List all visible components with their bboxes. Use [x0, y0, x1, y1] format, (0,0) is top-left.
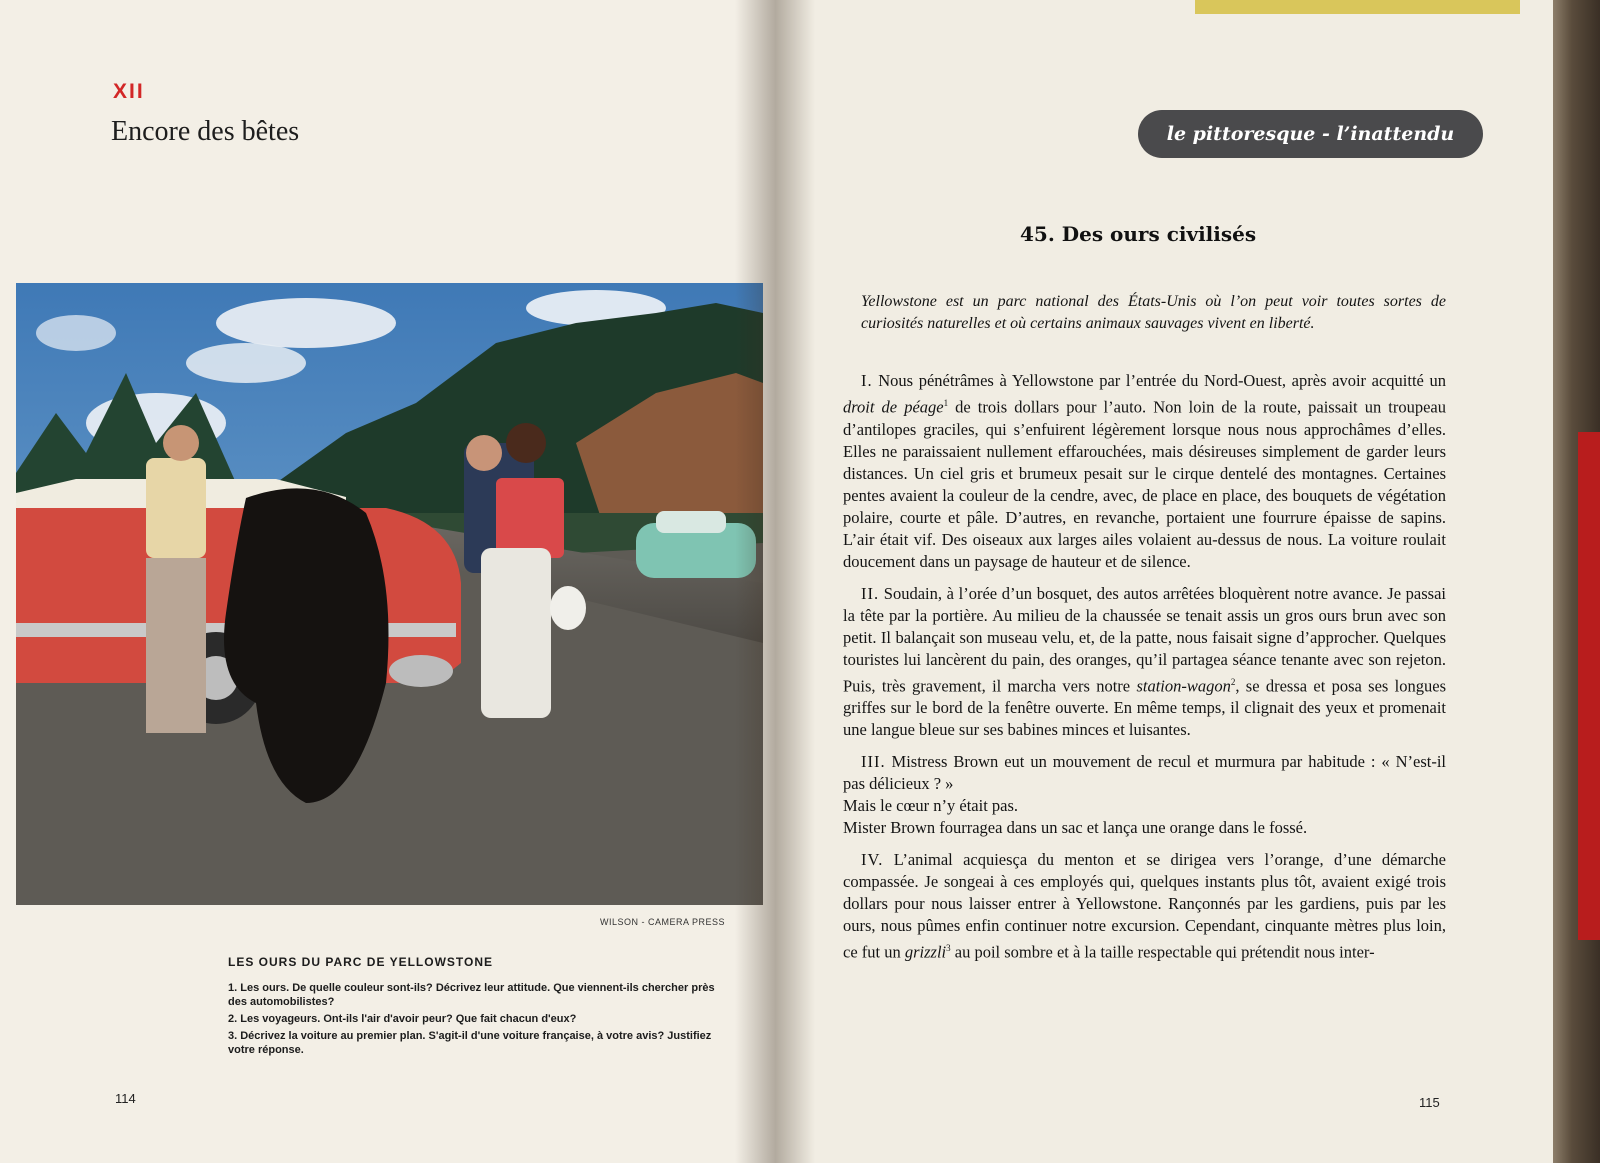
paragraph-text: Mistress Brown eut un mouvement de recul et murmura par habitude : « N’est-il pas délicieux ? »	[843, 752, 1447, 793]
paragraph-2	[843, 583, 1446, 742]
paragraph-4	[843, 849, 1446, 964]
paragraph-number: I.	[861, 371, 873, 390]
photo-credit: WILSON - CAMERA PRESS	[600, 917, 726, 927]
question-item: 1. Les ours. De quelle couleur sont-ils? Décrivez leur attitude. Que viennent-ils chercher près des automobilistes?	[228, 982, 715, 1008]
yellow-bookmark-tab	[1195, 0, 1520, 14]
paragraph-3-line-3: Mister Brown fourragea dans un sac et lança une orange dans le fossé.	[843, 818, 1308, 837]
gutter-shadow	[735, 0, 815, 1163]
questions-heading: LES OURS DU PARC DE YELLOWSTONE	[228, 955, 494, 969]
paragraph-text: Soudain, à l’orée d’un bosquet, des autos arrêtées bloquèrent notre avance. Je passai la tête par la portière. Au milieu de la chaussée se tenait assis un gros ours brun avec son petit. Il balançait son museau velu, et, de la patte, nous faisait signe d’approcher. Quelques touristes lui lancèrent du pain, des oranges, qu’il partagea séance tenante avec son rejeton. Puis, très gravement, il marcha vers notre	[843, 583, 1447, 695]
paragraph-text: , se dressa et posa ses longues griffes sur le bord de la fenêtre ouverte. En même temps, il clignait des yeux et promenait une langue bleue sur ses babines minces et luisantes.	[843, 676, 1446, 739]
paragraph-1	[843, 370, 1446, 573]
page-number-left: 114	[115, 1091, 136, 1106]
footnote-term: station-wagon	[1136, 676, 1231, 695]
yellowstone-bear-photo	[16, 283, 763, 905]
question-item: 2. Les voyageurs. Ont-ils l'air d'avoir peur? Que fait chacun d'eux?	[228, 1013, 577, 1025]
footnote-term: grizzli	[904, 942, 947, 962]
left-page	[0, 0, 775, 1163]
footnote-ref: 3	[946, 943, 951, 953]
red-bookmark-tab	[1578, 432, 1600, 940]
paragraph-number: II.	[861, 583, 880, 603]
page-number-right: 115	[1419, 1095, 1440, 1110]
paragraph-text: L’animal acquiesça du menton et se dirigea vers l’orange, d’une démarche compassée. Je songeai à ces employés qui, quelques instants plus tôt, avaient exigé trois dollars pour nous laisser entrer à Yellowstone. Rançonnés par les gardiens, puis par les ours, nous pûmes enfin continuer notre excursion. Cependant, cinquante mètres plus loin, ce fut un	[843, 850, 1447, 962]
paragraph-text: Nous pénétrâmes à Yellowstone par l’entrée du Nord-Ouest, après avoir acquitté un	[878, 371, 1447, 390]
section-tag: le pittoresque - l’inattendu	[1138, 110, 1483, 158]
article-intro: Yellowstone est un parc national des États-Unis où l’on peut voir toutes sortes de curiosités naturelles et où certains animaux sauvages vivent en liberté.	[861, 293, 1446, 332]
paragraph-3	[843, 751, 1446, 795]
chapter-title: Encore des bêtes	[111, 116, 300, 147]
paragraph-number: IV.	[861, 850, 884, 869]
paragraph-number: III.	[861, 752, 886, 771]
footnote-term: droit de péage	[843, 397, 944, 417]
question-item: 3. Décrivez la voiture au premier plan. S'agit-il d'une voiture française, à votre avis? Justifiez votre réponse.	[228, 1030, 712, 1056]
questions-block	[228, 955, 723, 1060]
article-title: 45. Des ours civilisés	[1020, 222, 1257, 246]
article-body	[843, 370, 1446, 974]
footnote-ref: 2	[1230, 676, 1236, 687]
footnote-ref: 1	[943, 398, 949, 408]
paragraph-text: au poil sombre et à la taille respectable qui prétendit nous inter-	[950, 942, 1375, 962]
paragraph-3-line-2: Mais le cœur n’y était pas.	[843, 796, 1019, 815]
chapter-number: XII	[113, 80, 145, 103]
paragraph-text: de trois dollars pour l’auto. Non loin de la route, paissait un troupeau d’antilopes graciles, qui s’enfuirent légèrement lorsque nous nous approchâmes d’elles. Elles ne paraissaient nullement effarouchées, mais désireuses simplement de garder leurs distances. Un ciel gris et brumeux pesait sur le cirque dentelé des montagnes. Certaines pentes avaient la couleur de la cendre, avec, de place en place, des bouquets de végétation polaire, courte et pâle. D’autres, en revanche, portaient une fourrure épaisse de sapins. L’air était vif. Des oiseaux aux larges ailes volaient au-dessus de nous. La voiture roulait doucement dans un paysage de hauteur et de silence.	[843, 397, 1446, 571]
